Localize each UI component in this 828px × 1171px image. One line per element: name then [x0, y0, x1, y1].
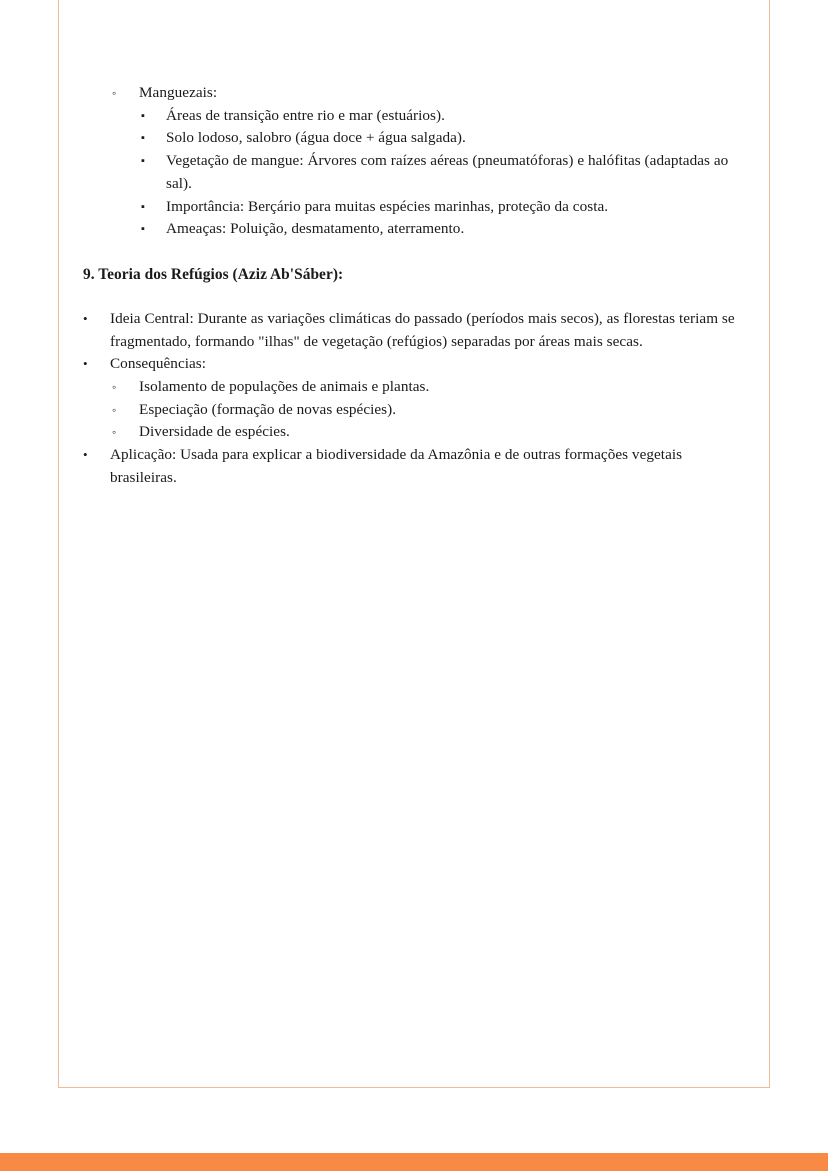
- list-item: [141, 196, 745, 219]
- list-item: [83, 308, 745, 353]
- list-item: [141, 150, 745, 195]
- list-item: [112, 421, 745, 444]
- hollow-circle-bullet-icon: ◦: [112, 380, 117, 395]
- consequencias-sublist: [83, 376, 745, 444]
- round-bullet-icon: •: [83, 310, 88, 326]
- teoria-dos-refugios-list: [83, 308, 745, 490]
- manguezais-list: [83, 82, 745, 241]
- footer-accent-bar: [0, 1153, 828, 1171]
- round-bullet-icon: •: [83, 447, 88, 463]
- filled-square-bullet-icon: ▪: [141, 132, 145, 145]
- list-item-manguezais-heading: [112, 82, 745, 105]
- list-item-label: Aplicação: Usada para explicar a biodiversidade da Amazônia e de outras formações vegetais brasileiras.: [110, 446, 683, 486]
- list-item-label: Consequências:: [110, 355, 207, 373]
- list-item-label: Ideia Central: Durante as variações climáticas do passado (períodos mais secos), as florestas teriam se fragmentado, formando "ilhas" de vegetação (refúgios) separadas por áreas mais secas.: [110, 309, 735, 350]
- filled-square-bullet-icon: ▪: [141, 223, 145, 236]
- section-heading-teoria-dos-refugios: 9. Teoria dos Refúgios (Aziz Ab'Sáber):: [83, 265, 344, 283]
- list-item: [112, 376, 745, 399]
- list-item-label: Áreas de transição entre rio e mar (estuários).: [166, 106, 445, 124]
- list-item: [83, 353, 745, 376]
- list-item-label: Vegetação de mangue: Árvores com raízes aéreas (pneumatóforas) e halófitas (adaptadas ao sal).: [166, 152, 729, 192]
- list-item-label: Especiação (formação de novas espécies).: [139, 400, 397, 418]
- round-bullet-icon: •: [83, 356, 88, 372]
- list-item: [141, 218, 745, 241]
- list-item: [83, 444, 745, 489]
- list-item: [141, 105, 745, 128]
- filled-square-bullet-icon: ▪: [141, 109, 145, 122]
- list-item-label: Importância: Berçário para muitas espécies marinhas, proteção da costa.: [166, 197, 609, 215]
- hollow-circle-bullet-icon: ◦: [112, 86, 117, 100]
- list-item-label: Diversidade de espécies.: [139, 423, 290, 441]
- hollow-circle-bullet-icon: ◦: [112, 425, 117, 440]
- document-content: [83, 82, 745, 490]
- list-item: [112, 399, 745, 422]
- list-item-label: Ameaças: Poluição, desmatamento, aterramento.: [166, 220, 465, 238]
- filled-square-bullet-icon: ▪: [141, 155, 145, 168]
- list-item-label: Solo lodoso, salobro (água doce + água salgada).: [166, 129, 466, 147]
- list-item-label: Manguezais:: [139, 84, 218, 101]
- list-item: [141, 127, 745, 150]
- hollow-circle-bullet-icon: ◦: [112, 402, 117, 417]
- filled-square-bullet-icon: ▪: [141, 200, 145, 213]
- list-item-label: Isolamento de populações de animais e plantas.: [139, 378, 430, 396]
